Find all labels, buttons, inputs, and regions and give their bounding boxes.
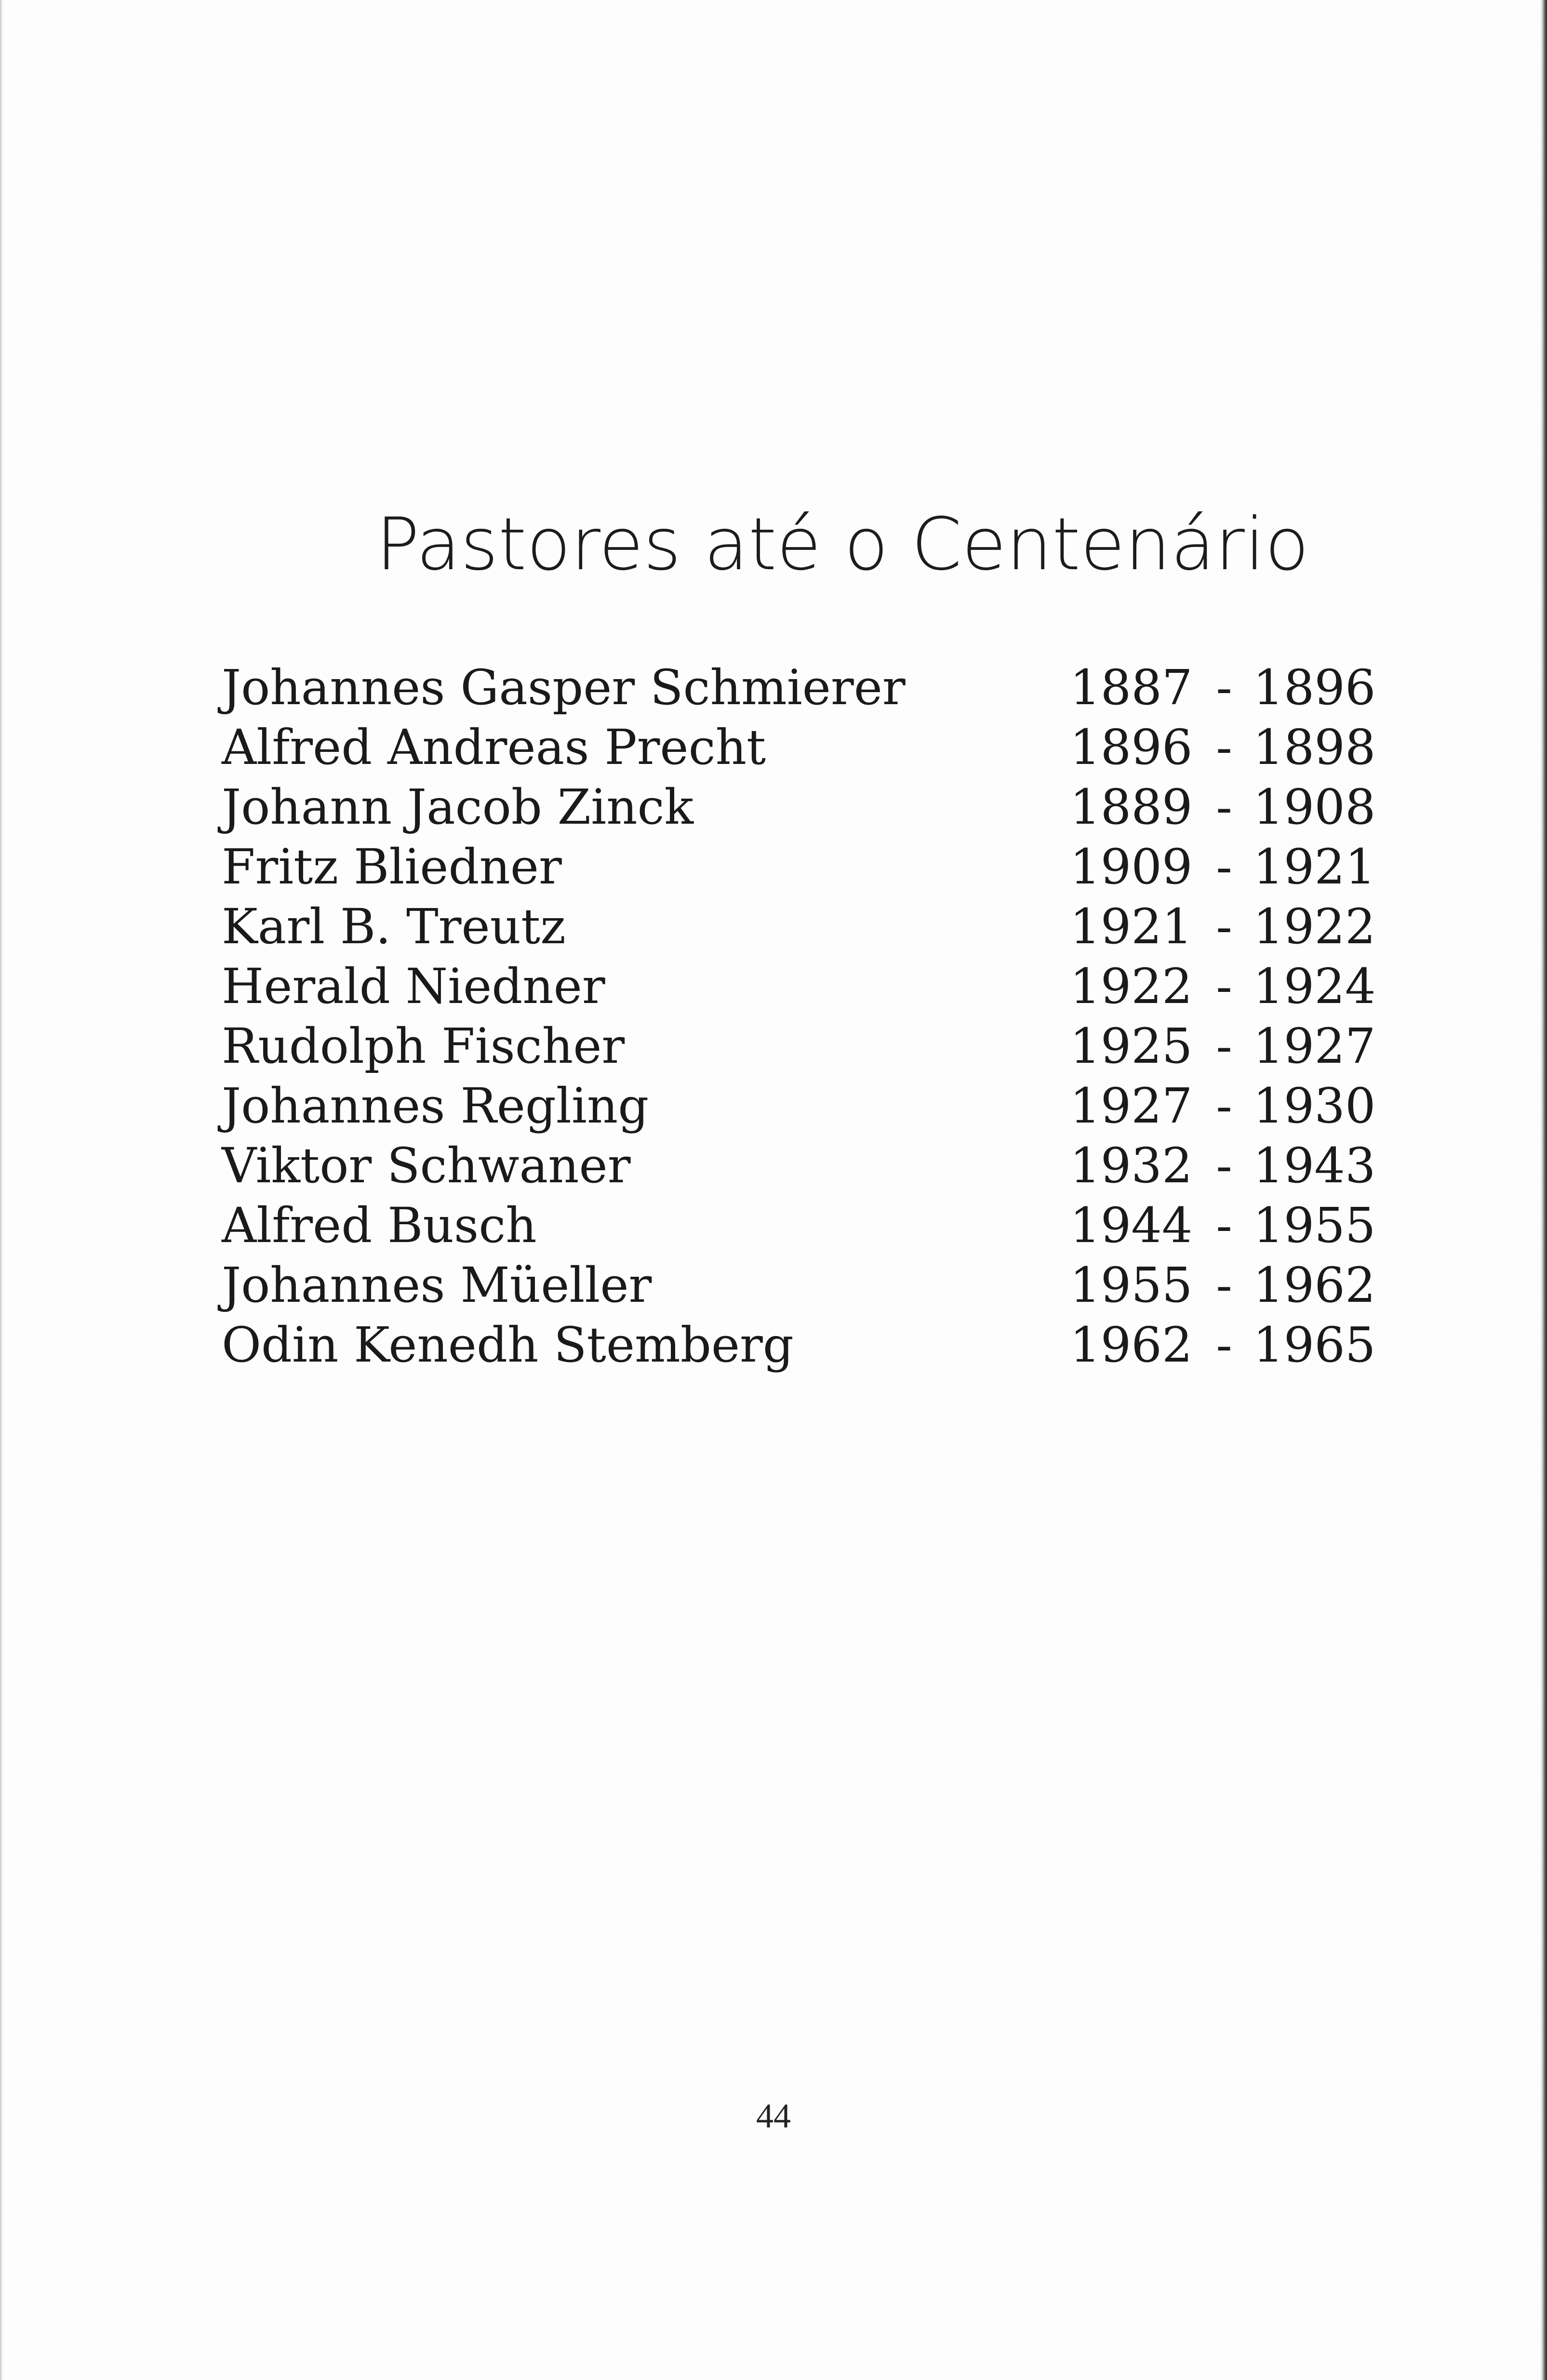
scan-edge-right bbox=[1540, 0, 1547, 2380]
pastor-row bbox=[222, 1016, 1388, 1076]
year-start: 1896 bbox=[1070, 719, 1193, 776]
pastor-row bbox=[222, 658, 1388, 718]
pastor-years bbox=[1070, 718, 1378, 777]
year-separator: - bbox=[1216, 1317, 1232, 1373]
pastor-name: Johannes Regling bbox=[222, 1078, 649, 1134]
year-end: 1955 bbox=[1253, 1197, 1376, 1254]
year-end: 1922 bbox=[1253, 898, 1376, 955]
year-end: 1965 bbox=[1253, 1317, 1376, 1373]
pastor-row bbox=[222, 1196, 1388, 1256]
pastor-name: Alfred Andreas Precht bbox=[222, 719, 766, 776]
year-separator: - bbox=[1216, 1197, 1232, 1254]
pastor-years bbox=[1070, 1315, 1378, 1375]
pastor-name: Alfred Busch bbox=[222, 1197, 537, 1254]
year-start: 1921 bbox=[1070, 898, 1193, 955]
pastor-row bbox=[222, 777, 1388, 837]
pastor-row bbox=[222, 1315, 1388, 1375]
pastor-row bbox=[222, 1076, 1388, 1136]
pastor-row bbox=[222, 1136, 1388, 1196]
pastor-years bbox=[1070, 1076, 1378, 1136]
year-separator: - bbox=[1216, 958, 1232, 1015]
page-number: 44 bbox=[756, 2097, 791, 2135]
year-start: 1909 bbox=[1070, 839, 1193, 895]
pastor-row bbox=[222, 718, 1388, 777]
year-separator: - bbox=[1216, 1018, 1232, 1074]
year-separator: - bbox=[1216, 779, 1232, 835]
year-start: 1887 bbox=[1070, 659, 1193, 716]
year-separator: - bbox=[1216, 659, 1232, 716]
pastor-row bbox=[222, 1256, 1388, 1315]
year-start: 1927 bbox=[1070, 1078, 1193, 1134]
pastor-row bbox=[222, 837, 1388, 897]
year-end: 1927 bbox=[1253, 1018, 1376, 1074]
year-end: 1898 bbox=[1253, 719, 1376, 776]
year-start: 1962 bbox=[1070, 1317, 1193, 1373]
year-separator: - bbox=[1216, 719, 1232, 776]
year-start: 1922 bbox=[1070, 958, 1193, 1015]
pastor-years bbox=[1070, 658, 1378, 718]
pastor-name: Johannes Müeller bbox=[222, 1257, 652, 1313]
year-end: 1924 bbox=[1253, 958, 1376, 1015]
year-end: 1962 bbox=[1253, 1257, 1376, 1313]
pastor-name: Herald Niedner bbox=[222, 958, 605, 1015]
year-separator: - bbox=[1216, 839, 1232, 895]
year-start: 1955 bbox=[1070, 1257, 1193, 1313]
pastor-name: Odin Kenedh Stemberg bbox=[222, 1317, 794, 1373]
year-start: 1932 bbox=[1070, 1137, 1193, 1194]
pastor-years bbox=[1070, 1196, 1378, 1256]
year-end: 1896 bbox=[1253, 659, 1376, 716]
year-start: 1925 bbox=[1070, 1018, 1193, 1074]
year-end: 1921 bbox=[1253, 839, 1376, 895]
year-end: 1943 bbox=[1253, 1137, 1376, 1194]
pastor-years bbox=[1070, 1136, 1378, 1196]
pastor-years bbox=[1070, 837, 1378, 897]
year-separator: - bbox=[1216, 1257, 1232, 1313]
scan-edge-left bbox=[0, 0, 3, 2380]
pastor-name: Fritz Bliedner bbox=[222, 839, 562, 895]
page-title: Pastores até o Centenário bbox=[376, 503, 1309, 587]
year-start: 1944 bbox=[1070, 1197, 1193, 1254]
year-end: 1908 bbox=[1253, 779, 1376, 835]
pastor-name: Johannes Gasper Schmierer bbox=[222, 659, 906, 716]
year-end: 1930 bbox=[1253, 1078, 1376, 1134]
pastor-years bbox=[1070, 957, 1378, 1016]
pastor-name: Johann Jacob Zinck bbox=[222, 779, 694, 835]
pastor-row bbox=[222, 897, 1388, 957]
pastor-list bbox=[222, 658, 1388, 1375]
pastor-name: Karl B. Treutz bbox=[222, 898, 566, 955]
pastor-years bbox=[1070, 897, 1378, 957]
pastor-years bbox=[1070, 1256, 1378, 1315]
year-start: 1889 bbox=[1070, 779, 1193, 835]
year-separator: - bbox=[1216, 1078, 1232, 1134]
pastor-name: Viktor Schwaner bbox=[222, 1137, 631, 1194]
pastor-row bbox=[222, 957, 1388, 1016]
year-separator: - bbox=[1216, 1137, 1232, 1194]
pastor-name: Rudolph Fischer bbox=[222, 1018, 625, 1074]
pastor-years bbox=[1070, 1016, 1378, 1076]
year-separator: - bbox=[1216, 898, 1232, 955]
pastor-years bbox=[1070, 777, 1378, 837]
